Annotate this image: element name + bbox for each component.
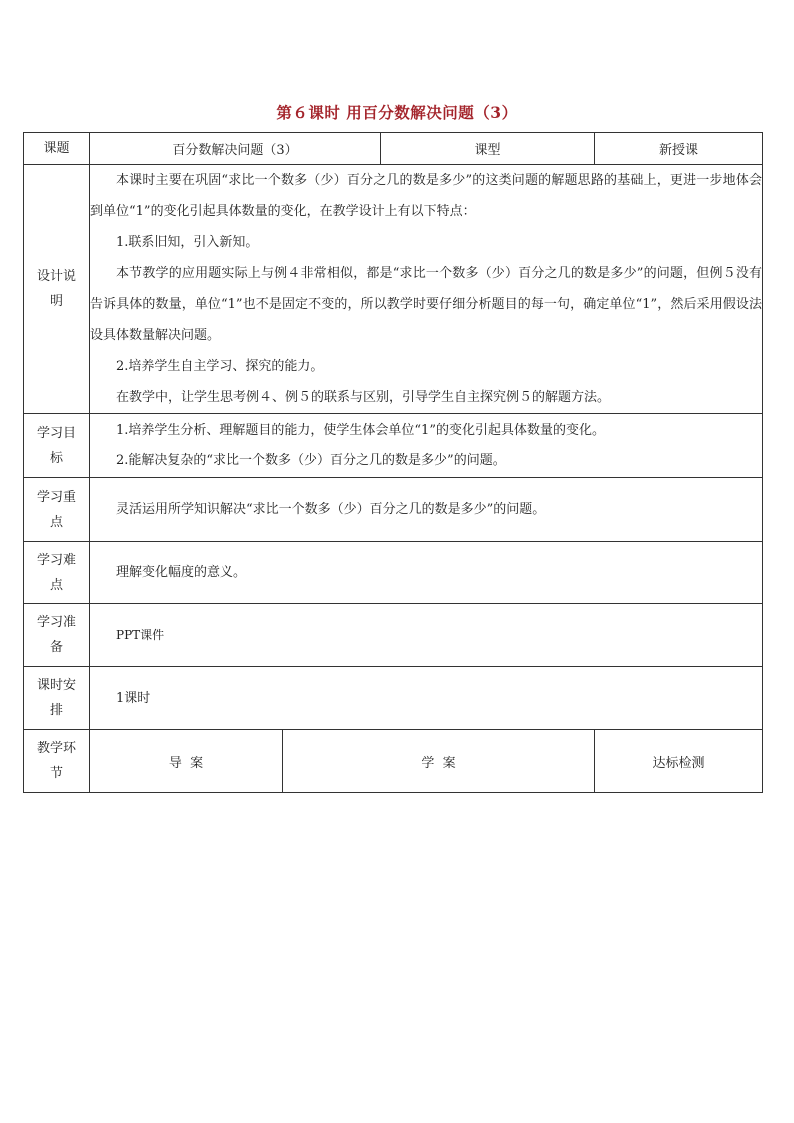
design-label-line2: 明 — [49, 294, 63, 309]
difficulties-row — [24, 542, 763, 604]
topic-row — [24, 133, 763, 165]
key-points-text: 灵活运用所学知识解决“求比一个数多（少）百分之几的数是多少”的问题。 — [116, 502, 546, 517]
design-paragraph: 1.联系旧知，引入新知。 — [116, 235, 259, 250]
goals-content — [90, 414, 763, 478]
key-points-content — [90, 478, 763, 542]
goals-label-line2: 标 — [49, 450, 63, 466]
schedule-content — [90, 667, 763, 730]
process-check-header: 达标检测 — [595, 730, 763, 793]
difficulties-label-line1: 学习难 — [36, 552, 76, 568]
design-label — [24, 165, 90, 414]
topic-value: 百分数解决问题（3） — [90, 133, 381, 165]
preparation-content — [90, 604, 763, 667]
key-points-label-line2: 点 — [49, 514, 63, 530]
schedule-label-line1: 课时安 — [36, 678, 76, 693]
goals-row — [24, 414, 763, 478]
design-row — [24, 165, 763, 414]
process-label — [24, 730, 90, 793]
design-paragraph: 2.培养学生自主学习、探究的能力。 — [116, 359, 324, 374]
design-label-line1: 设计说 — [36, 269, 76, 284]
difficulties-text: 理解变化幅度的意义。 — [116, 565, 247, 580]
design-paragraph: 在教学中，让学生思考例４、例５的联系与区别，引导学生自主探究例５的解题方法。 — [116, 390, 611, 405]
goals-label — [24, 414, 90, 478]
schedule-label — [24, 667, 90, 730]
key-points-label-line1: 学习重 — [36, 489, 76, 505]
key-points-label — [24, 478, 90, 542]
design-paragraph: 本课时主要在巩固“求比一个数多（少）百分之几的数是多少”的这类问题的解题思路的基础上，更进一步地体会到单位“1”的变化引起具体数量的变化，在教学设计上有以下特点： — [90, 173, 762, 219]
difficulties-label-line2: 点 — [49, 577, 63, 593]
key-points-row — [24, 478, 763, 542]
preparation-label-line2: 备 — [49, 640, 63, 655]
process-label-line2: 节 — [49, 766, 63, 781]
preparation-row — [24, 604, 763, 667]
goal-item: 1.培养学生分析、理解题目的能力，使学生体会单位“1”的变化引起具体数量的变化。 — [116, 422, 605, 438]
difficulties-label — [24, 542, 90, 604]
type-label: 课型 — [381, 133, 595, 165]
preparation-text: PPT课件 — [116, 627, 165, 642]
schedule-row — [24, 667, 763, 730]
design-paragraph: 本节教学的应用题实际上与例４非常相似，都是“求比一个数多（少）百分之几的数是多少”的问题，但例５没有告诉具体的数量，单位“1”也不是固定不变的，所以教学时要仔细分析题目的每一句，确定单位“1”，然后采用假设法设具体数量解决问题。 — [90, 266, 762, 343]
preparation-label — [24, 604, 90, 667]
design-content — [90, 165, 763, 414]
process-study-header: 学 案 — [283, 730, 595, 793]
preparation-label-line1: 学习准 — [36, 615, 76, 630]
schedule-label-line2: 排 — [49, 703, 63, 718]
topic-label: 课题 — [24, 133, 90, 165]
process-row — [24, 730, 763, 793]
goals-label-line1: 学习目 — [36, 425, 76, 441]
process-guide-header: 导 案 — [90, 730, 283, 793]
difficulties-content — [90, 542, 763, 604]
process-label-line1: 教学环 — [36, 741, 76, 756]
type-value: 新授课 — [595, 133, 763, 165]
goal-item: 2.能解决复杂的“求比一个数多（少）百分之几的数是多少”的问题。 — [116, 452, 506, 468]
schedule-text: 1课时 — [116, 690, 151, 706]
page-title: 第６课时 用百分数解决问题（3） — [276, 103, 518, 122]
lesson-plan-table — [23, 132, 763, 793]
